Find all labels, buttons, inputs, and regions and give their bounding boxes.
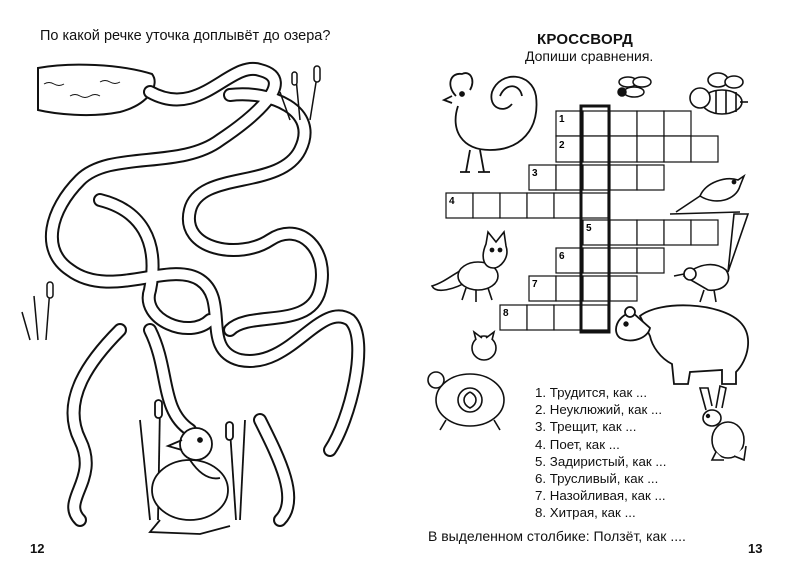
clue-1: 1. Трудится, как ...	[535, 385, 648, 400]
bird-illustration	[670, 176, 744, 214]
crossword-number-5: 5	[586, 223, 592, 234]
hare-illustration	[700, 386, 746, 460]
left-page-title: По какой речке уточка доплывёт до озера?	[40, 28, 331, 44]
bee-illustration	[690, 73, 748, 114]
right-page-number: 13	[748, 541, 763, 556]
crossword-title: КРОССВОРД	[537, 31, 633, 48]
crossword-number-3: 3	[532, 168, 538, 179]
highlighted-column-hint: В выделенном столбике: Ползёт, как ....	[428, 528, 686, 544]
clue-7: 7. Назойливая, как ...	[535, 488, 666, 504]
clue-8: 8. Хитрая, как ...	[535, 505, 636, 521]
left-page-number: 12	[30, 541, 45, 556]
crossword-number-8: 8	[503, 308, 509, 319]
bear-illustration	[616, 305, 748, 384]
crossword-subtitle: Допиши сравнения.	[525, 48, 654, 64]
crossword-number-7: 7	[532, 279, 538, 290]
crossword-grid	[446, 106, 718, 332]
duck-illustration	[140, 400, 245, 534]
fly-illustration	[618, 77, 651, 97]
rooster-illustration	[444, 73, 537, 172]
clue-6: 6. Трусливый, как ...	[535, 471, 659, 487]
crossword-number-2: 2	[559, 140, 565, 151]
lake-illustration	[38, 65, 155, 115]
crossword-number-1: 1	[559, 114, 565, 125]
turtle-illustration	[428, 332, 504, 430]
crossword-number-4: 4	[449, 196, 455, 207]
clue-5: 5. Задиристый, как ...	[535, 453, 667, 469]
clue-2: 2. Неуклюжий, как ...	[535, 402, 663, 418]
clue-4: 4. Поет, как ...	[535, 436, 620, 452]
crossword-number-6: 6	[559, 251, 565, 262]
clues-list	[535, 384, 666, 522]
clue-3: 3. Трещит, как ...	[535, 419, 637, 435]
fox-illustration	[432, 232, 507, 302]
reeds-left-illustration	[22, 282, 53, 340]
